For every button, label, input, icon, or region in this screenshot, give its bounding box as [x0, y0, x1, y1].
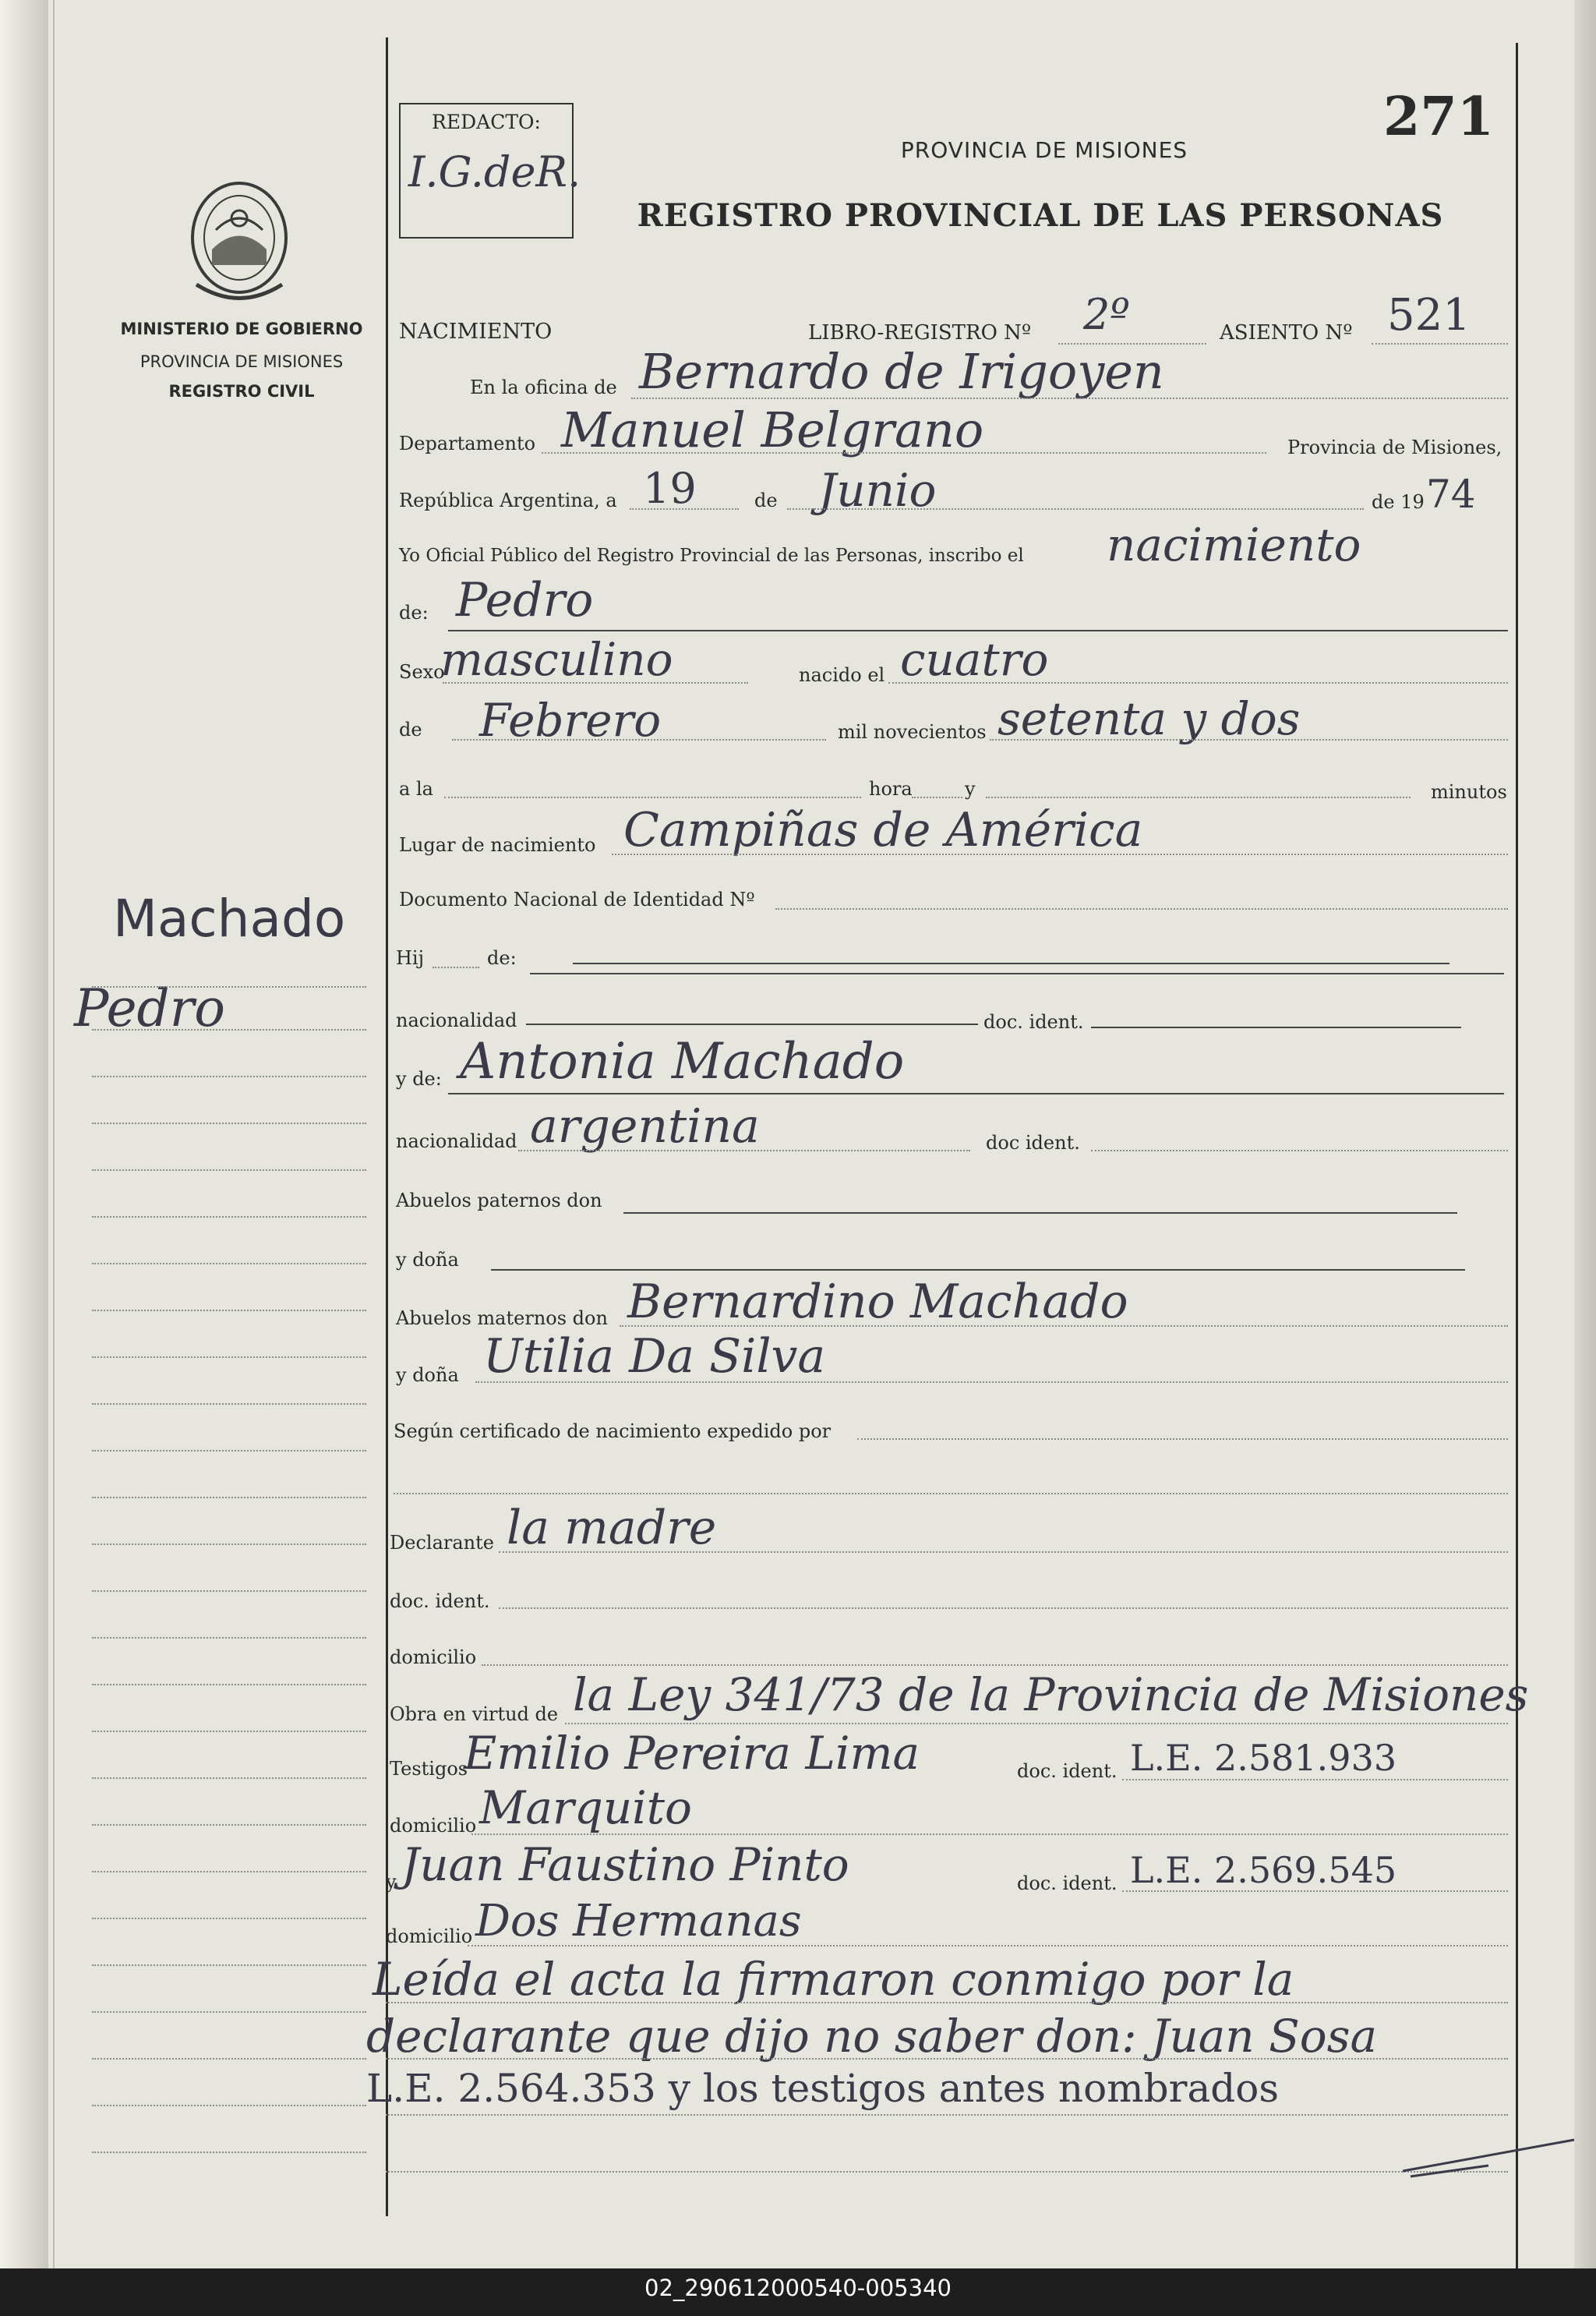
dotted-line	[565, 1723, 1508, 1724]
margin-line	[92, 1497, 366, 1498]
dotted-line	[443, 682, 748, 684]
child-name-value: Pedro	[456, 573, 594, 628]
libro-registro-value: 2º	[1083, 290, 1130, 339]
domicilio2-label: domicilio	[390, 1815, 477, 1837]
margin-line	[92, 1029, 366, 1031]
coat-of-arms-seal	[181, 175, 298, 304]
doc-ident5-label: doc. ident.	[1017, 1872, 1118, 1894]
solid-line	[448, 630, 1508, 631]
closing-strike-mark	[1395, 2128, 1582, 2183]
dotted-line	[386, 2002, 1508, 2003]
margin-line	[92, 1450, 366, 1451]
y-dona2-label: y doña	[396, 1364, 459, 1386]
closing-line-2: declarante que dijo no saber don: Juan Sosa	[366, 2010, 1378, 2063]
registry-title: REGISTRO PROVINCIAL DE LAS PERSONAS	[637, 197, 1444, 234]
dotted-line	[990, 739, 1508, 741]
margin-line	[92, 2011, 366, 2013]
nacionalidad-label: nacionalidad	[396, 1009, 517, 1031]
witness2-domicilio-value: Dos Hermanas	[475, 1896, 802, 1947]
year-value: 74	[1426, 472, 1476, 517]
doc-ident4-label: doc. ident.	[1017, 1760, 1118, 1782]
inscribe-value: nacimiento	[1107, 518, 1361, 571]
birth-year-value: setenta y dos	[998, 692, 1301, 745]
dotted-line	[1122, 1779, 1508, 1780]
obra-value: la Ley 341/73 de la Provincia de Misiones	[573, 1668, 1529, 1721]
doc-ident3-label: doc. ident.	[390, 1590, 490, 1612]
margin-line	[92, 1684, 366, 1685]
margin-line	[92, 2058, 366, 2060]
abuelos-maternos-label: Abuelos maternos don	[396, 1307, 608, 1329]
dotted-line	[630, 508, 739, 510]
margin-line	[92, 1964, 366, 1966]
margin-line	[92, 1777, 366, 1779]
margin-line	[92, 1123, 366, 1124]
libro-registro-label: LIBRO-REGISTRO Nº	[808, 321, 1032, 345]
dotted-line	[386, 2058, 1508, 2060]
dotted-line	[386, 2171, 1508, 2173]
dotted-line	[452, 739, 826, 741]
margin-name: Pedro	[74, 978, 226, 1038]
margin-line	[92, 1310, 366, 1311]
page-number: 271	[1383, 86, 1494, 148]
dotted-line	[775, 908, 1508, 910]
closing-line-3: L.E. 2.564.353 y los testigos antes nombrados	[366, 2066, 1280, 2111]
oficial-text: Yo Oficial Público del Registro Provincial de las Personas, inscribo el	[399, 546, 1024, 566]
birth-day-value: 19	[643, 464, 697, 513]
witness1-doc-value: L.E. 2.581.933	[1130, 1737, 1397, 1779]
hij-label: Hij	[396, 947, 425, 969]
dotted-line	[857, 1438, 1508, 1440]
margin-line	[92, 1216, 366, 1218]
asiento-value: 521	[1387, 290, 1471, 341]
redacto-box	[399, 103, 581, 239]
dotted-line	[433, 967, 479, 968]
dotted-line	[471, 1833, 1508, 1835]
spine-edge	[53, 0, 55, 2268]
margin-surname: Machado	[113, 889, 346, 949]
y-de-label: y de:	[396, 1068, 442, 1090]
y2-label: y	[386, 1871, 397, 1893]
margin-line	[92, 1169, 366, 1171]
dotted-line	[888, 682, 1508, 684]
margin-line	[92, 986, 366, 988]
book-spine	[0, 0, 48, 2268]
right-rule	[1516, 43, 1518, 2268]
republica-label: República Argentina, a	[399, 490, 617, 511]
dotted-line	[787, 508, 1364, 510]
closing-line-1: Leída el acta la firmaron conmigo por la	[373, 1953, 1294, 2006]
oficina-value: Bernardo de Irigoyen	[639, 343, 1164, 400]
dotted-line	[468, 1945, 1508, 1947]
de2-label: de	[399, 719, 422, 741]
departamento-value: Manuel Belgrano	[561, 401, 984, 458]
abuelos-paternos-label: Abuelos paternos don	[396, 1190, 602, 1211]
minutos-label: minutos	[1431, 781, 1507, 803]
dotted-line	[1122, 1890, 1508, 1892]
margin-line	[92, 1543, 366, 1545]
lugar-value: Campiñas de América	[623, 803, 1143, 857]
nacimiento-label: NACIMIENTO	[399, 320, 553, 344]
witness1-name-value: Emilio Pereira Lima	[464, 1727, 920, 1780]
asiento-label: ASIENTO Nº	[1220, 321, 1353, 345]
witness2-name-value: Juan Faustino Pinto	[401, 1838, 849, 1891]
page-edge	[1574, 0, 1596, 2268]
a-la-label: a la	[399, 778, 433, 800]
dotted-line	[482, 1664, 1508, 1666]
mother-name-value: Antonia Machado	[460, 1033, 905, 1091]
solid-line	[573, 963, 1449, 964]
witness1-domicilio-value: Marquito	[479, 1781, 692, 1834]
solid-line	[448, 1093, 1504, 1094]
de-label: de	[754, 490, 778, 511]
testigos-label: Testigos	[390, 1758, 468, 1780]
ministry-label: MINISTERIO DE GOBIERNO	[120, 320, 363, 338]
solid-line	[623, 1212, 1457, 1214]
dotted-line	[444, 797, 861, 798]
witness2-doc-value: L.E. 2.569.545	[1130, 1849, 1397, 1891]
dotted-line	[518, 1150, 970, 1151]
dotted-line	[1372, 343, 1508, 345]
margin-line	[92, 1263, 366, 1264]
dotted-line	[912, 797, 962, 798]
dotted-line	[620, 1325, 1508, 1327]
province-label: PROVINCIA DE MISIONES	[139, 352, 344, 371]
de-colon-label: de:	[399, 602, 429, 624]
redacto-label: REDACTO:	[432, 111, 541, 133]
sexo-value: masculino	[440, 633, 673, 686]
dotted-line	[475, 1381, 1508, 1383]
sexo-label: Sexo	[399, 661, 445, 683]
nacido-label: nacido el	[799, 664, 885, 686]
maternal-grandfather-value: Bernardino Machado	[627, 1275, 1128, 1329]
solid-line	[1091, 1027, 1461, 1028]
registro-civil-label: REGISTRO CIVIL	[168, 382, 315, 401]
nacionalidad2-label: nacionalidad	[396, 1130, 517, 1152]
margin-line	[92, 1871, 366, 1872]
margin-line	[92, 1731, 366, 1732]
hij-de-label: de:	[487, 947, 517, 969]
dotted-line	[499, 1607, 1508, 1609]
dotted-line	[499, 1551, 1508, 1553]
nacionalidad2-value: argentina	[530, 1099, 760, 1154]
dni-label: Documento Nacional de Identidad Nº	[399, 889, 755, 910]
domicilio-label: domicilio	[390, 1646, 477, 1668]
redacto-initials: I.G.deR.	[408, 147, 581, 196]
margin-line	[92, 1637, 366, 1639]
solid-line	[526, 1024, 978, 1025]
margin-line	[92, 1590, 366, 1592]
margin-line	[92, 1824, 366, 1826]
segun-certificado-label: Según certificado de nacimiento expedido por	[394, 1420, 832, 1442]
departamento-label: Departamento	[399, 433, 536, 454]
dotted-line	[386, 2114, 1508, 2116]
margin-line	[92, 2152, 366, 2153]
margin-line	[92, 1076, 366, 1077]
dotted-line	[1091, 1150, 1508, 1151]
solid-line	[491, 1269, 1465, 1271]
dotted-line	[631, 398, 1508, 399]
birth-month-value: Febrero	[479, 694, 662, 747]
margin-line	[92, 1356, 366, 1358]
lugar-label: Lugar de nacimiento	[399, 834, 596, 856]
solid-line	[530, 973, 1504, 974]
domicilio3-label: domicilio	[386, 1925, 473, 1947]
provincia-label: Provincia de Misiones,	[1287, 437, 1502, 458]
doc-ident-label: doc. ident.	[983, 1011, 1084, 1033]
margin-line	[92, 1403, 366, 1405]
province-header: PROVINCIA DE MISIONES	[900, 137, 1188, 163]
nacido-value: cuatro	[900, 633, 1049, 686]
dotted-line	[612, 854, 1508, 855]
month-value: Junio	[818, 464, 937, 517]
oficina-label: En la oficina de	[470, 377, 617, 398]
hora-label: hora	[869, 778, 913, 800]
y-label: y	[965, 778, 976, 800]
mil-novecientos-label: mil novecientos	[838, 721, 987, 743]
obra-label: Obra en virtud de	[390, 1703, 559, 1725]
anio-label: de 19	[1372, 491, 1425, 513]
file-id-footer: 02_290612000540-005340	[644, 2275, 952, 2301]
maternal-grandmother-value: Utilia Da Silva	[483, 1329, 826, 1384]
doc-ident2-label: doc ident.	[986, 1132, 1080, 1154]
margin-line	[92, 2105, 366, 2106]
margin-line	[92, 1918, 366, 1919]
dotted-line	[394, 1493, 1508, 1494]
y-dona-label: y doña	[396, 1249, 459, 1271]
dotted-line	[542, 452, 1266, 454]
declarante-label: Declarante	[390, 1532, 494, 1554]
dotted-line	[986, 797, 1411, 798]
declarante-value: la madre	[507, 1501, 717, 1555]
